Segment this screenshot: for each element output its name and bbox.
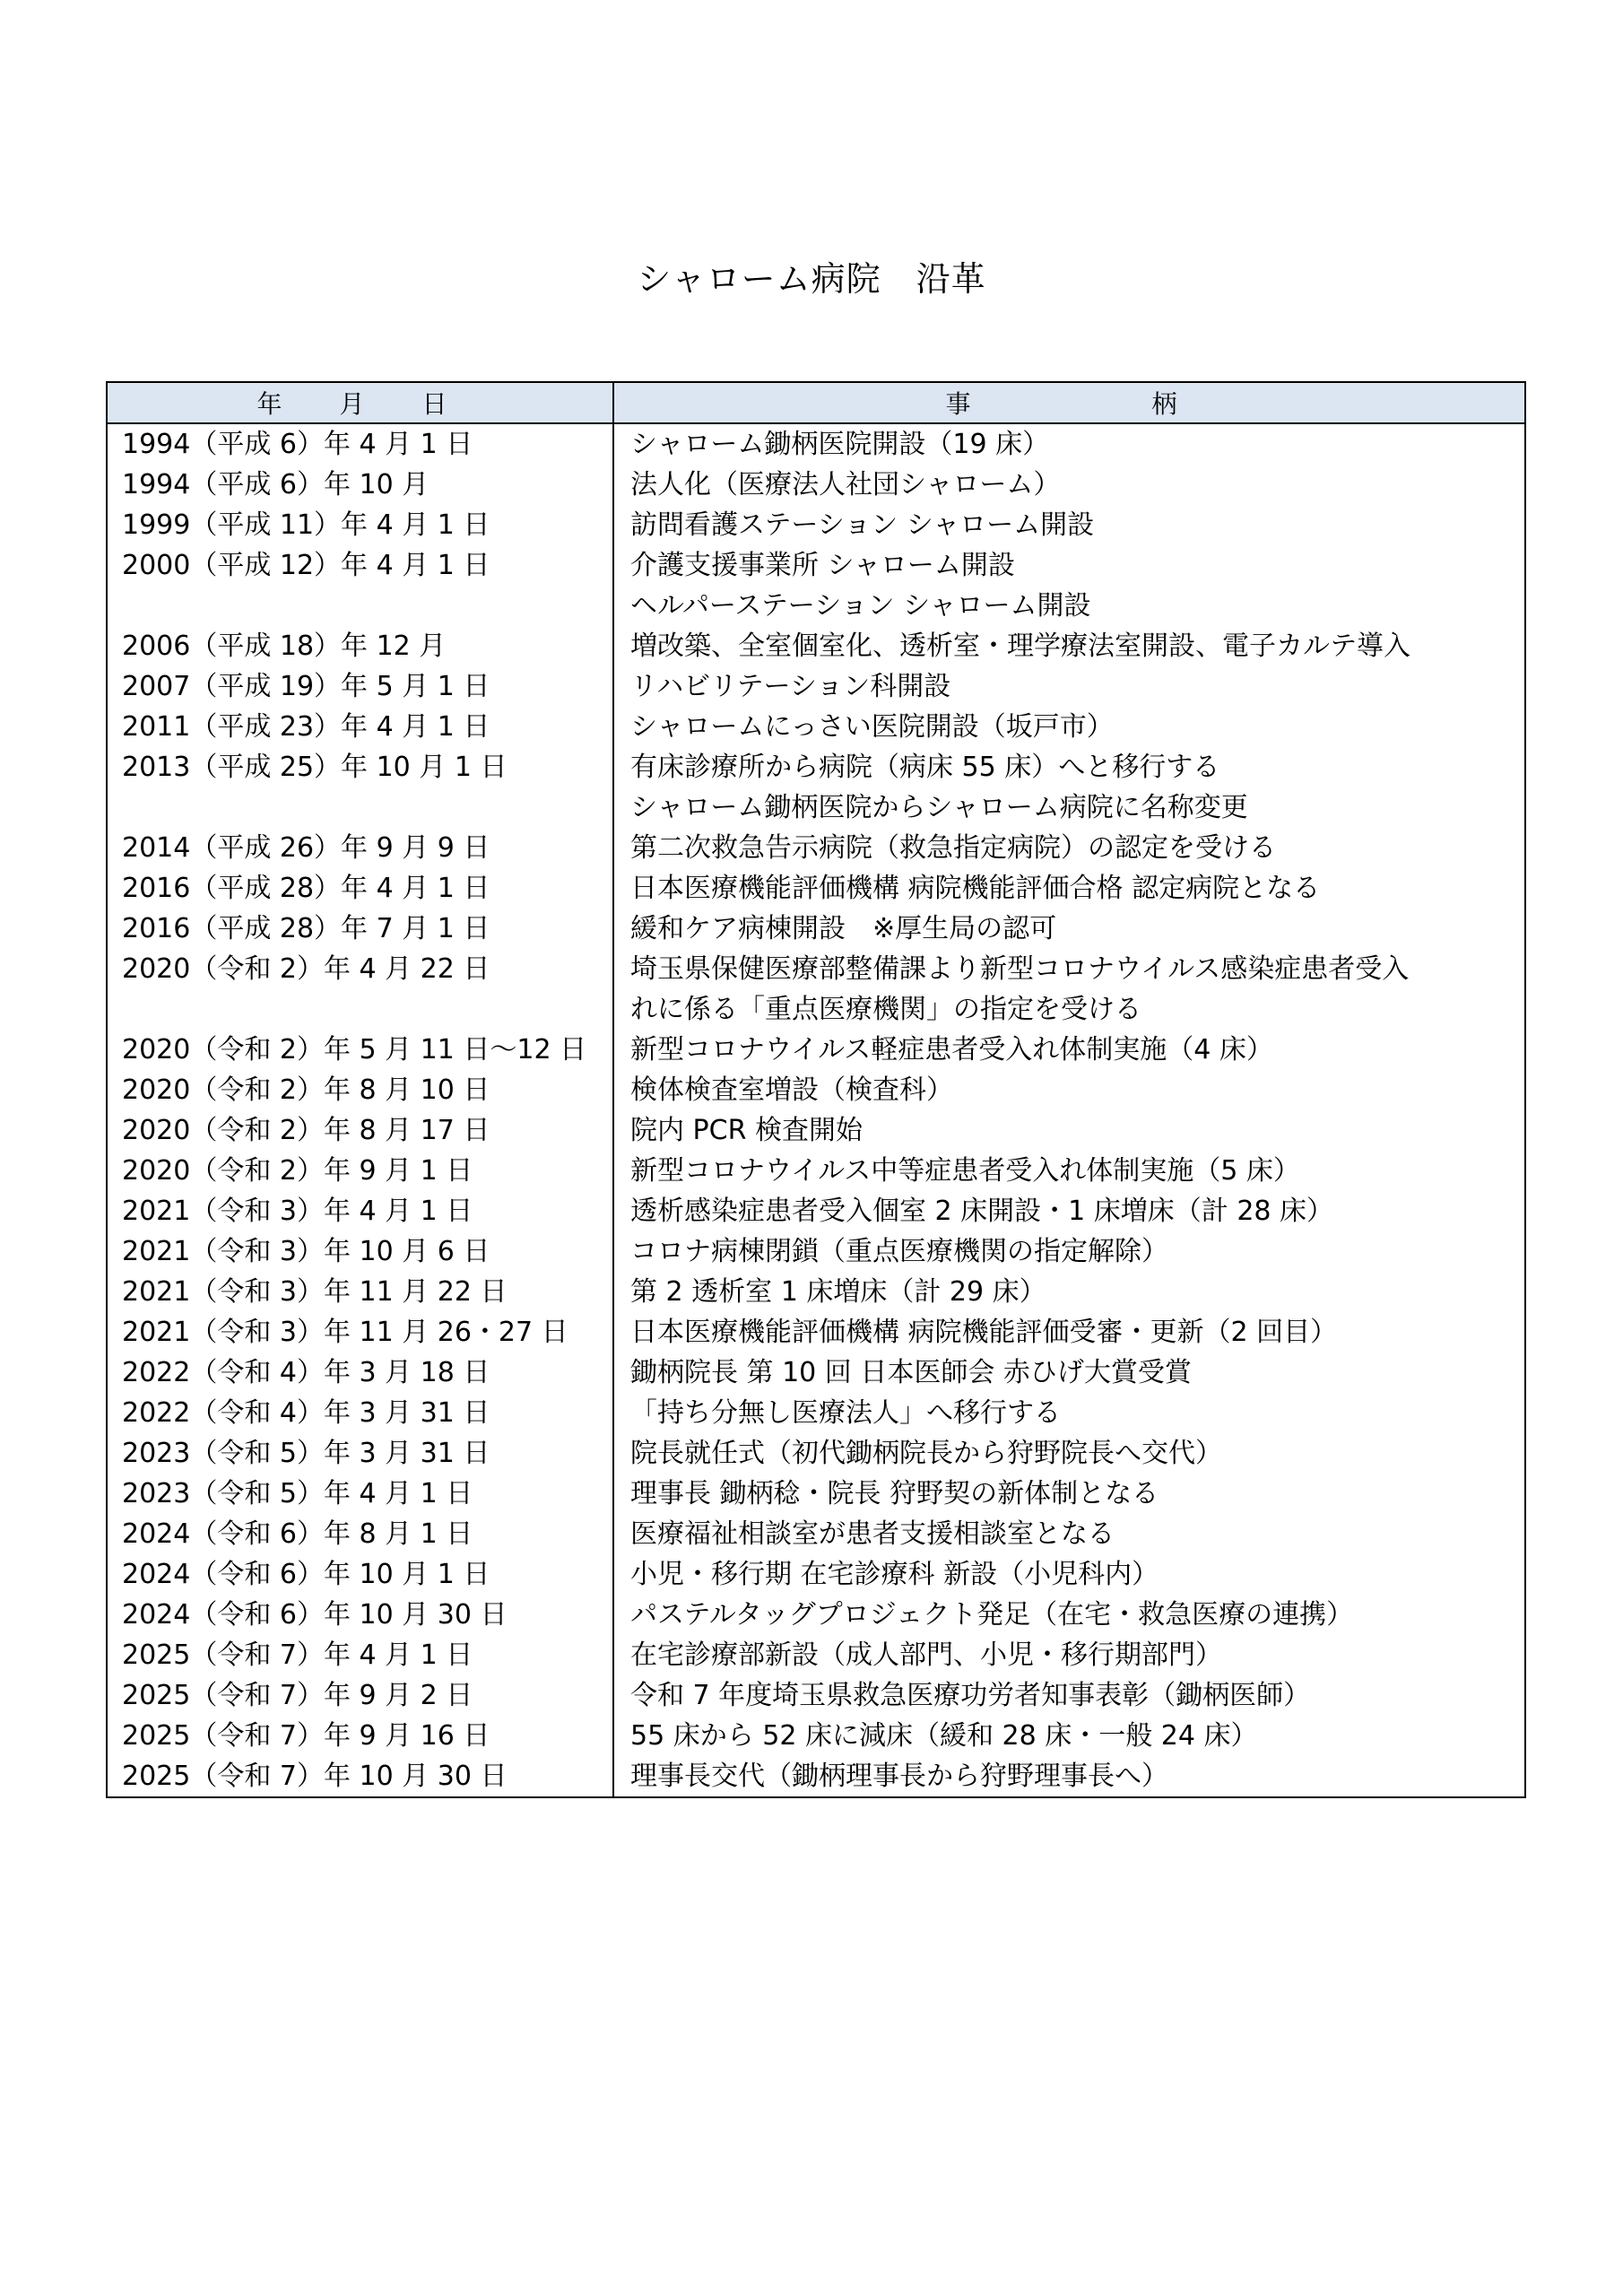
table-row — [107, 505, 1525, 545]
row-date: 2022（令和 4）年 3 月 31 日 — [107, 1393, 613, 1433]
row-event: 第二次救急告示病院（救急指定病院）の認定を受ける — [613, 828, 1525, 868]
row-date: 2024（令和 6）年 10 月 30 日 — [107, 1595, 613, 1635]
row-event: 介護支援事業所 シャローム開設 — [613, 545, 1525, 586]
table-row — [107, 1110, 1525, 1151]
row-date — [107, 989, 613, 1030]
row-event: 緩和ケア病棟開設 ※厚生局の認可 — [613, 909, 1525, 949]
row-date: 2025（令和 7）年 4 月 1 日 — [107, 1635, 613, 1675]
row-date: 2000（平成 12）年 4 月 1 日 — [107, 545, 613, 586]
row-date: 2020（令和 2）年 4 月 22 日 — [107, 949, 613, 989]
row-event: 透析感染症患者受入個室 2 床開設・1 床増床（計 28 床） — [613, 1191, 1525, 1231]
row-date: 2022（令和 4）年 3 月 18 日 — [107, 1352, 613, 1393]
row-date: 1994（平成 6）年 4 月 1 日 — [107, 423, 613, 465]
table-row — [107, 1595, 1525, 1635]
table-row — [107, 666, 1525, 707]
table-row — [107, 1070, 1525, 1110]
table-row — [107, 1393, 1525, 1433]
row-date: 2023（令和 5）年 3 月 31 日 — [107, 1433, 613, 1474]
row-date: 2023（令和 5）年 4 月 1 日 — [107, 1474, 613, 1514]
table-row — [107, 1635, 1525, 1675]
row-event: 新型コロナウイルス中等症患者受入れ体制実施（5 床） — [613, 1151, 1525, 1191]
row-event: パステルタッグプロジェクト発足（在宅・救急医療の連携） — [613, 1595, 1525, 1635]
row-event: リハビリテーション科開設 — [613, 666, 1525, 707]
table-row — [107, 1312, 1525, 1352]
row-event: 55 床から 52 床に減床（緩和 28 床・一般 24 床） — [613, 1716, 1525, 1756]
row-event: ヘルパーステーション シャローム開設 — [613, 586, 1525, 626]
table-row — [107, 989, 1525, 1030]
row-date: 2006（平成 18）年 12 月 — [107, 626, 613, 666]
table-row — [107, 1151, 1525, 1191]
row-date: 2014（平成 26）年 9 月 9 日 — [107, 828, 613, 868]
row-event: 検体検査室増設（検査科） — [613, 1070, 1525, 1110]
row-date: 2021（令和 3）年 11 月 26・27 日 — [107, 1312, 613, 1352]
header-event: 事 柄 — [613, 382, 1525, 423]
table-row — [107, 1756, 1525, 1797]
row-event: 令和 7 年度埼玉県救急医療功労者知事表彰（鋤柄医師） — [613, 1675, 1525, 1716]
table-row — [107, 1191, 1525, 1231]
row-date: 1994（平成 6）年 10 月 — [107, 465, 613, 505]
page-title: シャローム病院 沿革 — [637, 259, 986, 299]
row-event: シャローム鋤柄医院開設（19 床） — [613, 423, 1525, 465]
table-row — [107, 707, 1525, 747]
row-event: 法人化（医療法人社団シャローム） — [613, 465, 1525, 505]
row-date: 2024（令和 6）年 10 月 1 日 — [107, 1554, 613, 1595]
table-row — [107, 1352, 1525, 1393]
row-date — [107, 787, 613, 828]
row-event: 理事長交代（鋤柄理事長から狩野理事長へ） — [613, 1756, 1525, 1797]
row-date: 2021（令和 3）年 11 月 22 日 — [107, 1272, 613, 1312]
row-event: 訪問看護ステーション シャローム開設 — [613, 505, 1525, 545]
row-event: 第 2 透析室 1 床増床（計 29 床） — [613, 1272, 1525, 1312]
row-date: 1999（平成 11）年 4 月 1 日 — [107, 505, 613, 545]
row-date: 2021（令和 3）年 4 月 1 日 — [107, 1191, 613, 1231]
row-date: 2016（平成 28）年 7 月 1 日 — [107, 909, 613, 949]
row-event: 日本医療機能評価機構 病院機能評価受審・更新（2 回目） — [613, 1312, 1525, 1352]
row-date: 2013（平成 25）年 10 月 1 日 — [107, 747, 613, 787]
row-date: 2025（令和 7）年 9 月 2 日 — [107, 1675, 613, 1716]
table-row — [107, 423, 1525, 465]
table-row — [107, 949, 1525, 989]
row-event: 有床診療所から病院（病床 55 床）へと移行する — [613, 747, 1525, 787]
row-event: 在宅診療部新設（成人部門、小児・移行期部門） — [613, 1635, 1525, 1675]
table-row — [107, 545, 1525, 586]
row-date: 2020（令和 2）年 9 月 1 日 — [107, 1151, 613, 1191]
row-event: 日本医療機能評価機構 病院機能評価合格 認定病院となる — [613, 868, 1525, 909]
table-row — [107, 1433, 1525, 1474]
row-date: 2020（令和 2）年 5 月 11 日～12 日 — [107, 1030, 613, 1070]
row-event: 増改築、全室個室化、透析室・理学療法室開設、電子カルテ導入 — [613, 626, 1525, 666]
row-date: 2025（令和 7）年 9 月 16 日 — [107, 1716, 613, 1756]
table-header-row — [107, 382, 1525, 423]
header-date: 年 月 日 — [107, 382, 613, 423]
row-date: 2016（平成 28）年 4 月 1 日 — [107, 868, 613, 909]
row-date: 2021（令和 3）年 10 月 6 日 — [107, 1231, 613, 1272]
table-row — [107, 909, 1525, 949]
row-event: シャローム鋤柄医院からシャローム病院に名称変更 — [613, 787, 1525, 828]
table-row — [107, 626, 1525, 666]
table-row — [107, 868, 1525, 909]
row-date: 2025（令和 7）年 10 月 30 日 — [107, 1756, 613, 1797]
row-date: 2020（令和 2）年 8 月 10 日 — [107, 1070, 613, 1110]
row-event: シャロームにっさい医院開設（坂戸市） — [613, 707, 1525, 747]
row-event: れに係る「重点医療機関」の指定を受ける — [613, 989, 1525, 1030]
row-date — [107, 586, 613, 626]
row-event: 院長就任式（初代鋤柄院長から狩野院長へ交代） — [613, 1433, 1525, 1474]
table-row — [107, 465, 1525, 505]
table-row — [107, 1716, 1525, 1756]
table-row — [107, 1514, 1525, 1554]
table-row — [107, 1272, 1525, 1312]
table-row — [107, 586, 1525, 626]
row-date: 2011（平成 23）年 4 月 1 日 — [107, 707, 613, 747]
row-event: 「持ち分無し医療法人」へ移行する — [613, 1393, 1525, 1433]
table-row — [107, 787, 1525, 828]
table-row — [107, 747, 1525, 787]
table-row — [107, 1231, 1525, 1272]
row-date: 2020（令和 2）年 8 月 17 日 — [107, 1110, 613, 1151]
history-table — [106, 381, 1526, 1798]
row-event: 新型コロナウイルス軽症患者受入れ体制実施（4 床） — [613, 1030, 1525, 1070]
row-event: 医療福祉相談室が患者支援相談室となる — [613, 1514, 1525, 1554]
row-event: 小児・移行期 在宅診療科 新設（小児科内） — [613, 1554, 1525, 1595]
row-event: 理事長 鋤柄稔・院長 狩野契の新体制となる — [613, 1474, 1525, 1514]
table-row — [107, 828, 1525, 868]
row-event: 院内 PCR 検査開始 — [613, 1110, 1525, 1151]
table-row — [107, 1474, 1525, 1514]
table-row — [107, 1554, 1525, 1595]
row-event: 埼玉県保健医療部整備課より新型コロナウイルス感染症患者受入 — [613, 949, 1525, 989]
row-date: 2007（平成 19）年 5 月 1 日 — [107, 666, 613, 707]
table-row — [107, 1675, 1525, 1716]
table-row — [107, 1030, 1525, 1070]
row-event: コロナ病棟閉鎖（重点医療機関の指定解除） — [613, 1231, 1525, 1272]
row-event: 鋤柄院長 第 10 回 日本医師会 赤ひげ大賞受賞 — [613, 1352, 1525, 1393]
row-date: 2024（令和 6）年 8 月 1 日 — [107, 1514, 613, 1554]
table-body — [107, 423, 1525, 1797]
